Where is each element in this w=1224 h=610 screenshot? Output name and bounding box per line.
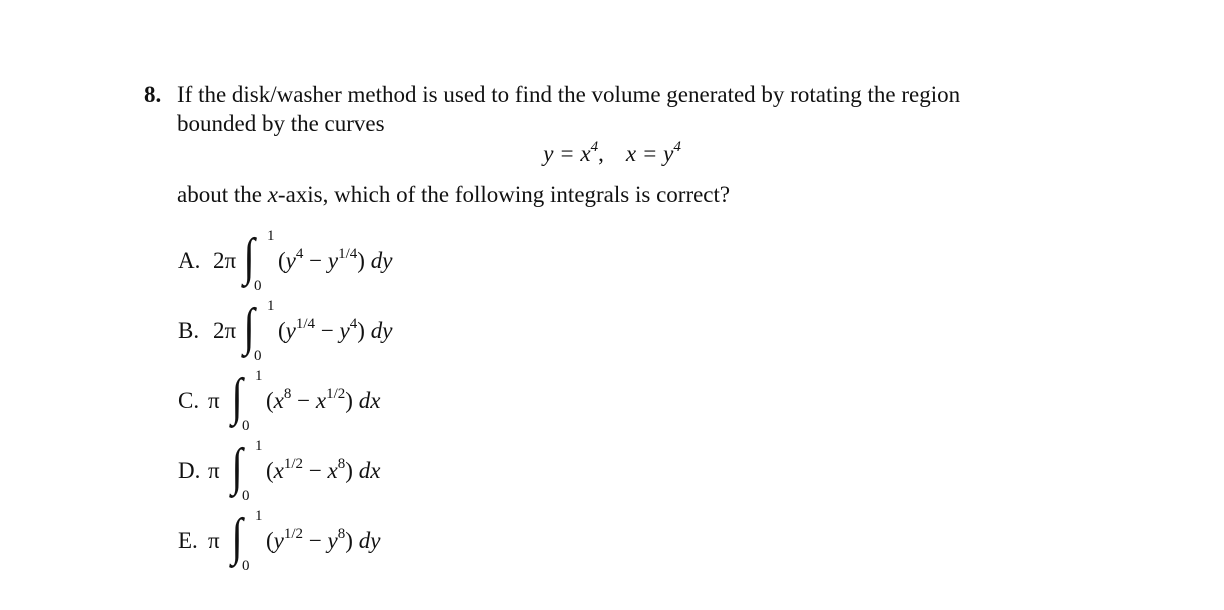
- integrand: $(y^{1/2} - y^8)$ dy: [266, 526, 381, 553]
- option-label: A.: [178, 248, 201, 273]
- lower-limit: 0: [254, 278, 262, 294]
- integral-sign-icon: ∫: [243, 299, 255, 356]
- upper-limit: 1: [267, 228, 275, 244]
- lower-limit: 0: [242, 558, 250, 574]
- question-text-line-3-b: -axis, which of the following integrals is correct?: [277, 182, 731, 207]
- option-b[interactable]: [178, 298, 578, 368]
- equation-left-exponent: 4: [590, 139, 599, 155]
- equation-right: x = y: [625, 141, 674, 166]
- option-d[interactable]: [178, 438, 578, 508]
- upper-limit: 1: [255, 438, 263, 454]
- integrand: $(y^4 - y^{1/4})$ dy: [278, 246, 393, 273]
- option-label: D.: [178, 458, 201, 483]
- curves-equation: [0, 141, 1224, 167]
- question-number: 8.: [144, 82, 162, 107]
- lower-limit: 0: [254, 348, 262, 364]
- option-coefficient: π: [208, 458, 220, 483]
- option-coefficient: π: [208, 388, 220, 413]
- upper-limit: 1: [267, 298, 275, 314]
- option-coefficient: 2π: [213, 248, 237, 273]
- option-e[interactable]: [178, 508, 578, 578]
- equation-left: y = x: [543, 141, 591, 166]
- equation-separator: ,: [598, 141, 604, 166]
- option-coefficient: 2π: [213, 318, 237, 343]
- lower-limit: 0: [242, 488, 250, 504]
- integral-sign-icon: ∫: [231, 439, 243, 496]
- option-a[interactable]: [178, 228, 578, 298]
- upper-limit: 1: [255, 508, 263, 524]
- axis-variable: x: [267, 182, 278, 207]
- option-label: B.: [178, 318, 200, 343]
- upper-limit: 1: [255, 368, 263, 384]
- question-text-line-1: If the disk/washer method is used to find the volume generated by rotating the region: [177, 82, 961, 107]
- integral-sign-icon: ∫: [243, 229, 255, 286]
- question-text-line-3: [177, 182, 730, 208]
- integral-sign-icon: ∫: [231, 509, 243, 566]
- lower-limit: 0: [242, 418, 250, 434]
- option-label: C.: [178, 388, 200, 413]
- integrand: $(x^{1/2} - x^8)$ dx: [266, 456, 381, 483]
- question-text-line-3-a: about the: [177, 182, 268, 207]
- integrand: $(y^{1/4} - y^4)$ dy: [278, 316, 393, 343]
- integrand: $(x^8 - x^{1/2})$ dx: [266, 386, 381, 413]
- option-label: E.: [178, 528, 198, 553]
- option-c[interactable]: [178, 368, 578, 438]
- integral-sign-icon: ∫: [231, 369, 243, 426]
- equation-right-exponent: 4: [673, 139, 681, 155]
- question-text-line-2: bounded by the curves: [177, 111, 385, 136]
- option-coefficient: π: [208, 528, 220, 553]
